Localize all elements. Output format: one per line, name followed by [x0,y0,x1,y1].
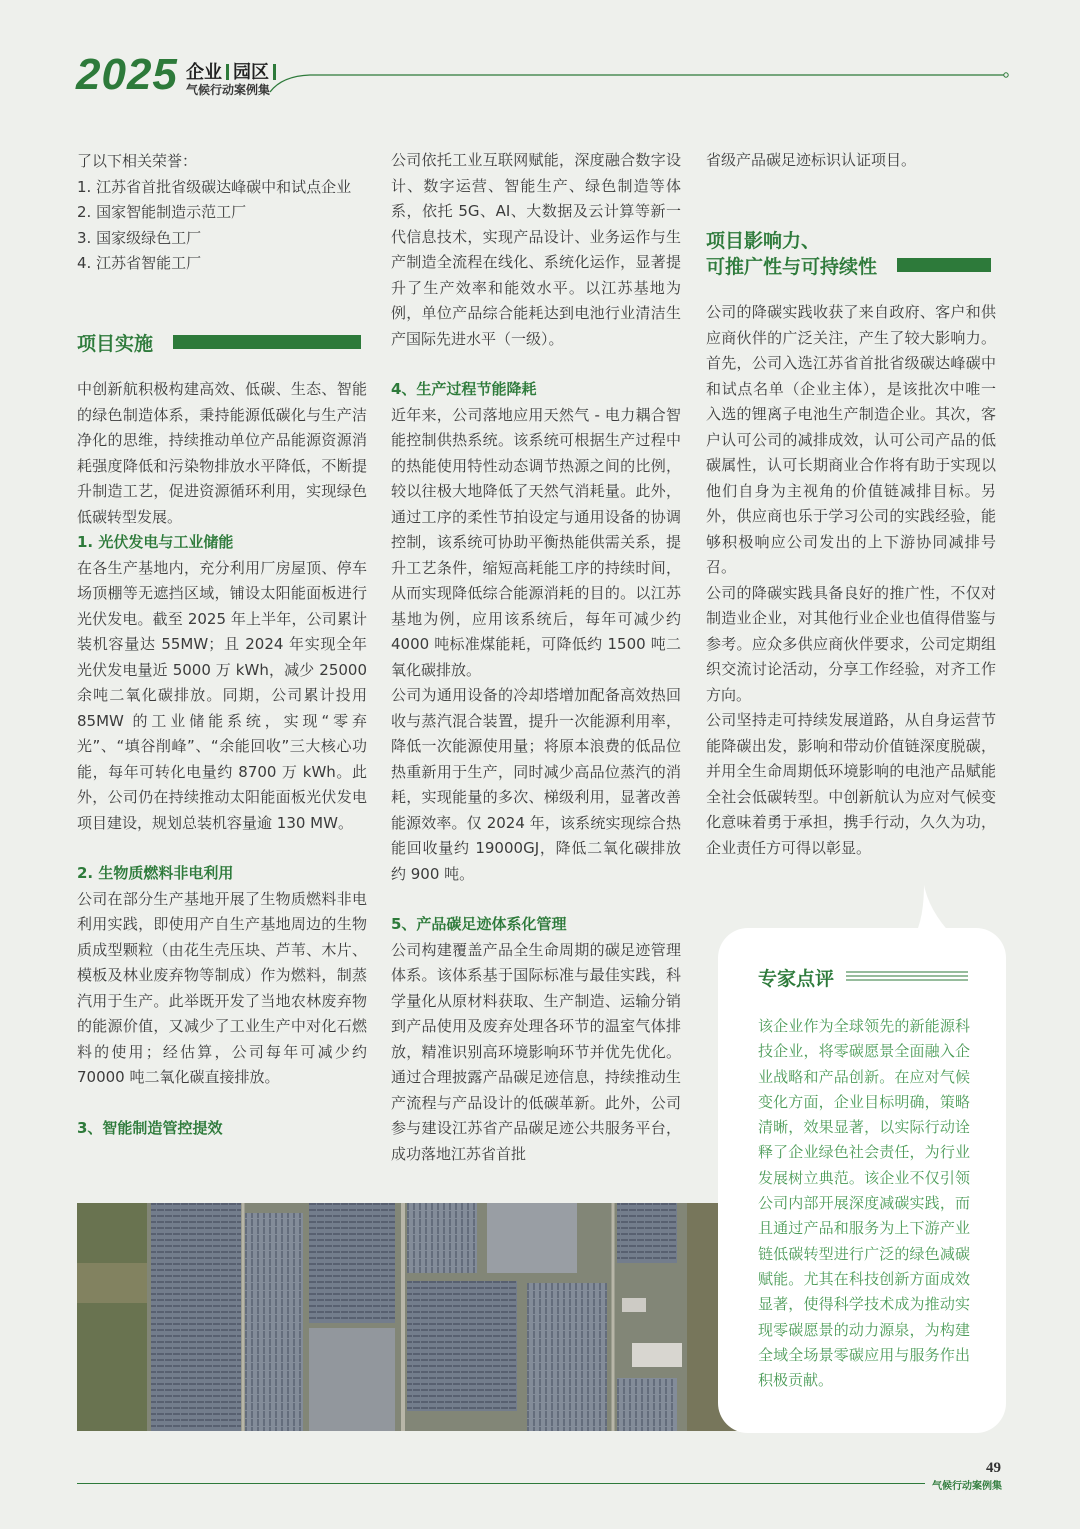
honor-item: 3. 国家级绿色工厂 [77,228,202,247]
carbon-footprint-paragraph: 公司构建覆盖产品全生命周期的碳足迹管理体系。该体系基于国际标准与最佳实践，科学量化从原材料获取、生产制造、运输分销到产品使用及废弃处理各环节的温室气体排放，精准识别高环境影响环节并优先优化。通过合理披露产品碳足迹信息，持续推动生产流程与产品设计的低碳革新。此外，公司参与建设江苏省产品碳足迹公共服务平台，成功落地江苏省首批 [391,940,681,1163]
subheading-biomass: 2. 生物质燃料非电利用 [77,864,234,882]
impact-paragraph: 公司的降碳实践收获了来自政府、客户和供应商伙伴的广泛关注，产生了较大影响力。首先，公司入选江苏省首批省级碳达峰碳中和试点名单（企业主体），是该批次中唯一入选的锂离子电池生产制造企业。其次，客户认可公司的减排成效，认可公司产品的低碳属性，认可长期商业合作将有助于实现以他们自身为主视角的价值链减排目标。另外，供应商也乐于学习公司的实践经验，能够积极响应公司发出的上下游协同减排号召。 [706,303,996,576]
expert-title-lines [846,970,968,984]
title-divider [226,64,229,80]
footer-label: 气候行动案例集 [932,1481,1002,1492]
subheading-pv: 1. 光伏发电与工业储能 [77,533,234,551]
footer-rule [77,1483,925,1484]
honor-item: 2. 国家智能制造示范工厂 [77,203,247,221]
pv-paragraph: 在各生产基地内，充分利用厂房屋顶、停车场顶棚等无遮挡区域，铺设太阳能面板进行光伏发电。截至 2025 年上半年，公司累计装机容量达 55MW；且 2024 年实现全年光伏发电量近 5000 万 kWh，减少 25000 余吨二氧化碳排放。同期，公司累计投用 85MW 的工业储能系统，实现“零弃光”、“填谷削峰”、“余能回收”三大核心功能，每年可转化电量约 8700 万 kWh。此外，公司仍在持续推动太阳能面板光伏发电项目建设，规划总装机容量逾 130 MW。 [77,558,367,832]
sustainability-paragraph: 公司坚持走可持续发展道路，从自身运营节能降碳出发，影响和带动价值链深度脱碳，并用全生命周期低环境影响的电池产品赋能全社会低碳转型。中创新航认为应对气候变化意味着勇于承担，携手行动，久久为功，企业责任方可得以彰显。 [706,711,996,857]
subheading-carbon-footprint: 5、产品碳足迹体系化管理 [391,915,567,933]
biomass-paragraph: 公司在部分生产基地开展了生物质燃料非电利用实践，即使用产自生产基地周边的生物质成型颗粒（由花生壳压块、芦苇、木片、模板及林业废弃物等制成）作为燃料，制蒸汽用于生产。此举既开发了当地农林废弃物的能源价值，又减少了工业生产中对化石燃料的使用；经估算，公司每年可减少约 70000 吨二氧化碳直接排放。 [77,889,367,1086]
energy-paragraph-1: 近年来，公司落地应用天然气 - 电力耦合智能控制供热系统。该系统可根据生产过程中的热能使用特性动态调节热源之间的比例，较以往极大地降低了天然气消耗量。此外，通过工序的柔性节拍设定与通用设备的协调控制，该系统可协助平衡热能供需关系，提升工艺条件，缩短高耗能工序的持续时间，从而实现降低综合能源消耗的目的。以江苏基地为例，应用该系统后，每年可减少约 4000 吨标准煤能耗，可降低约 1500 吨二氧化碳排放。 [391,405,681,679]
header-rule [270,66,1010,96]
header-year: 2025 [76,50,178,99]
section-bar [173,335,361,349]
column-1-body [77,377,367,1141]
header-title-a: 企业 [186,62,222,83]
column-2-body [391,148,681,1167]
page-number: 49 [986,1460,1001,1476]
expert-title: 专家点评 [758,968,835,990]
energy-paragraph-2: 公司为通用设备的冷却塔增加配备高效热回收与蒸汽混合装置，提升一次能源利用率，降低一次能源使用量；将原本浪费的低品位热重新用于生产，同时减少高品位蒸汽的消耗，实现能量的多次、梯级利用，显著改善能源效率。仅 2024 年，该系统实现综合热能回收量约 19000GJ，降低二氧化碳排放约 900 吨。 [391,686,681,883]
column-3-body [706,300,996,861]
honor-item: 1. 江苏省首批省级碳达峰碳中和试点企业 [77,177,352,196]
section-title-impact [706,228,877,280]
carbon-footprint-continued: 省级产品碳足迹标识认证项目。 [706,151,917,169]
header-title-b: 园区 [233,62,269,83]
smart-mfg-paragraph: 公司依托工业互联网赋能，深度融合数字设计、数字运营、智能生产、绿色制造等体系，依托 5G、AI、大数据及云计算等新一代信息技术，实现产品设计、业务运作与生产制造全流程在线化、系统化运作，显著提升了生产效率和能效水平。以江苏基地为例，单位产品综合能耗达到电池行业清洁生产国际先进水平（一级）。 [391,151,681,348]
replicability-paragraph: 公司的降碳实践具备良好的推广性，不仅对制造业企业，对其他行业企业也值得借鉴与参考。应众多供应商伙伴要求，公司定期组织交流讨论活动，分享工作经验，对齐工作方向。 [706,583,996,704]
honors-intro: 了以下相关荣誉： [77,152,198,170]
section-bar [897,258,991,272]
subheading-energy-saving: 4、生产过程节能降耗 [391,380,537,398]
section-title-implementation: 项目实施 [77,333,154,355]
header-subtitle: 气候行动案例集 [186,83,271,97]
section-title-impact-line-1: 项目影响力、 [706,230,821,252]
intro-paragraph: 中创新航积极构建高效、低碳、生态、智能的绿色制造体系，秉持能源低碳化与生产洁净化的思维，持续推动单位产品能源资源消耗强度降低和污染物排放水平降低，不断提升制造工艺，促进资源循环利用，实现绿色低碳转型发展。 [77,380,367,526]
honors-block [77,149,367,277]
section-title-impact-line-2: 可推广性与可持续性 [706,256,878,278]
factory-aerial-photo [77,1203,745,1431]
expert-comment-text: 该企业作为全球领先的新能源科技企业，将零碳愿景全面融入企业战略和产品创新。在应对气候变化方面，企业目标明确，策略清晰，效果显著，以实际行动诠释了企业绿色社会责任，为行业发展树立典范。该企业不仅引领公司内部开展深度减碳实践，而且通过产品和服务为上下游产业链低碳转型进行广泛的绿色减碳赋能。尤其在科技创新方面成效显著，使得科学技术成为推动实现零碳愿景的动力源泉，为构建全域全场景零碳应用与服务作出积极贡献。 [758,1017,970,1390]
subheading-smart-mfg: 3、智能制造管控提效 [77,1118,223,1137]
honor-item: 4. 江苏省智能工厂 [77,254,202,272]
